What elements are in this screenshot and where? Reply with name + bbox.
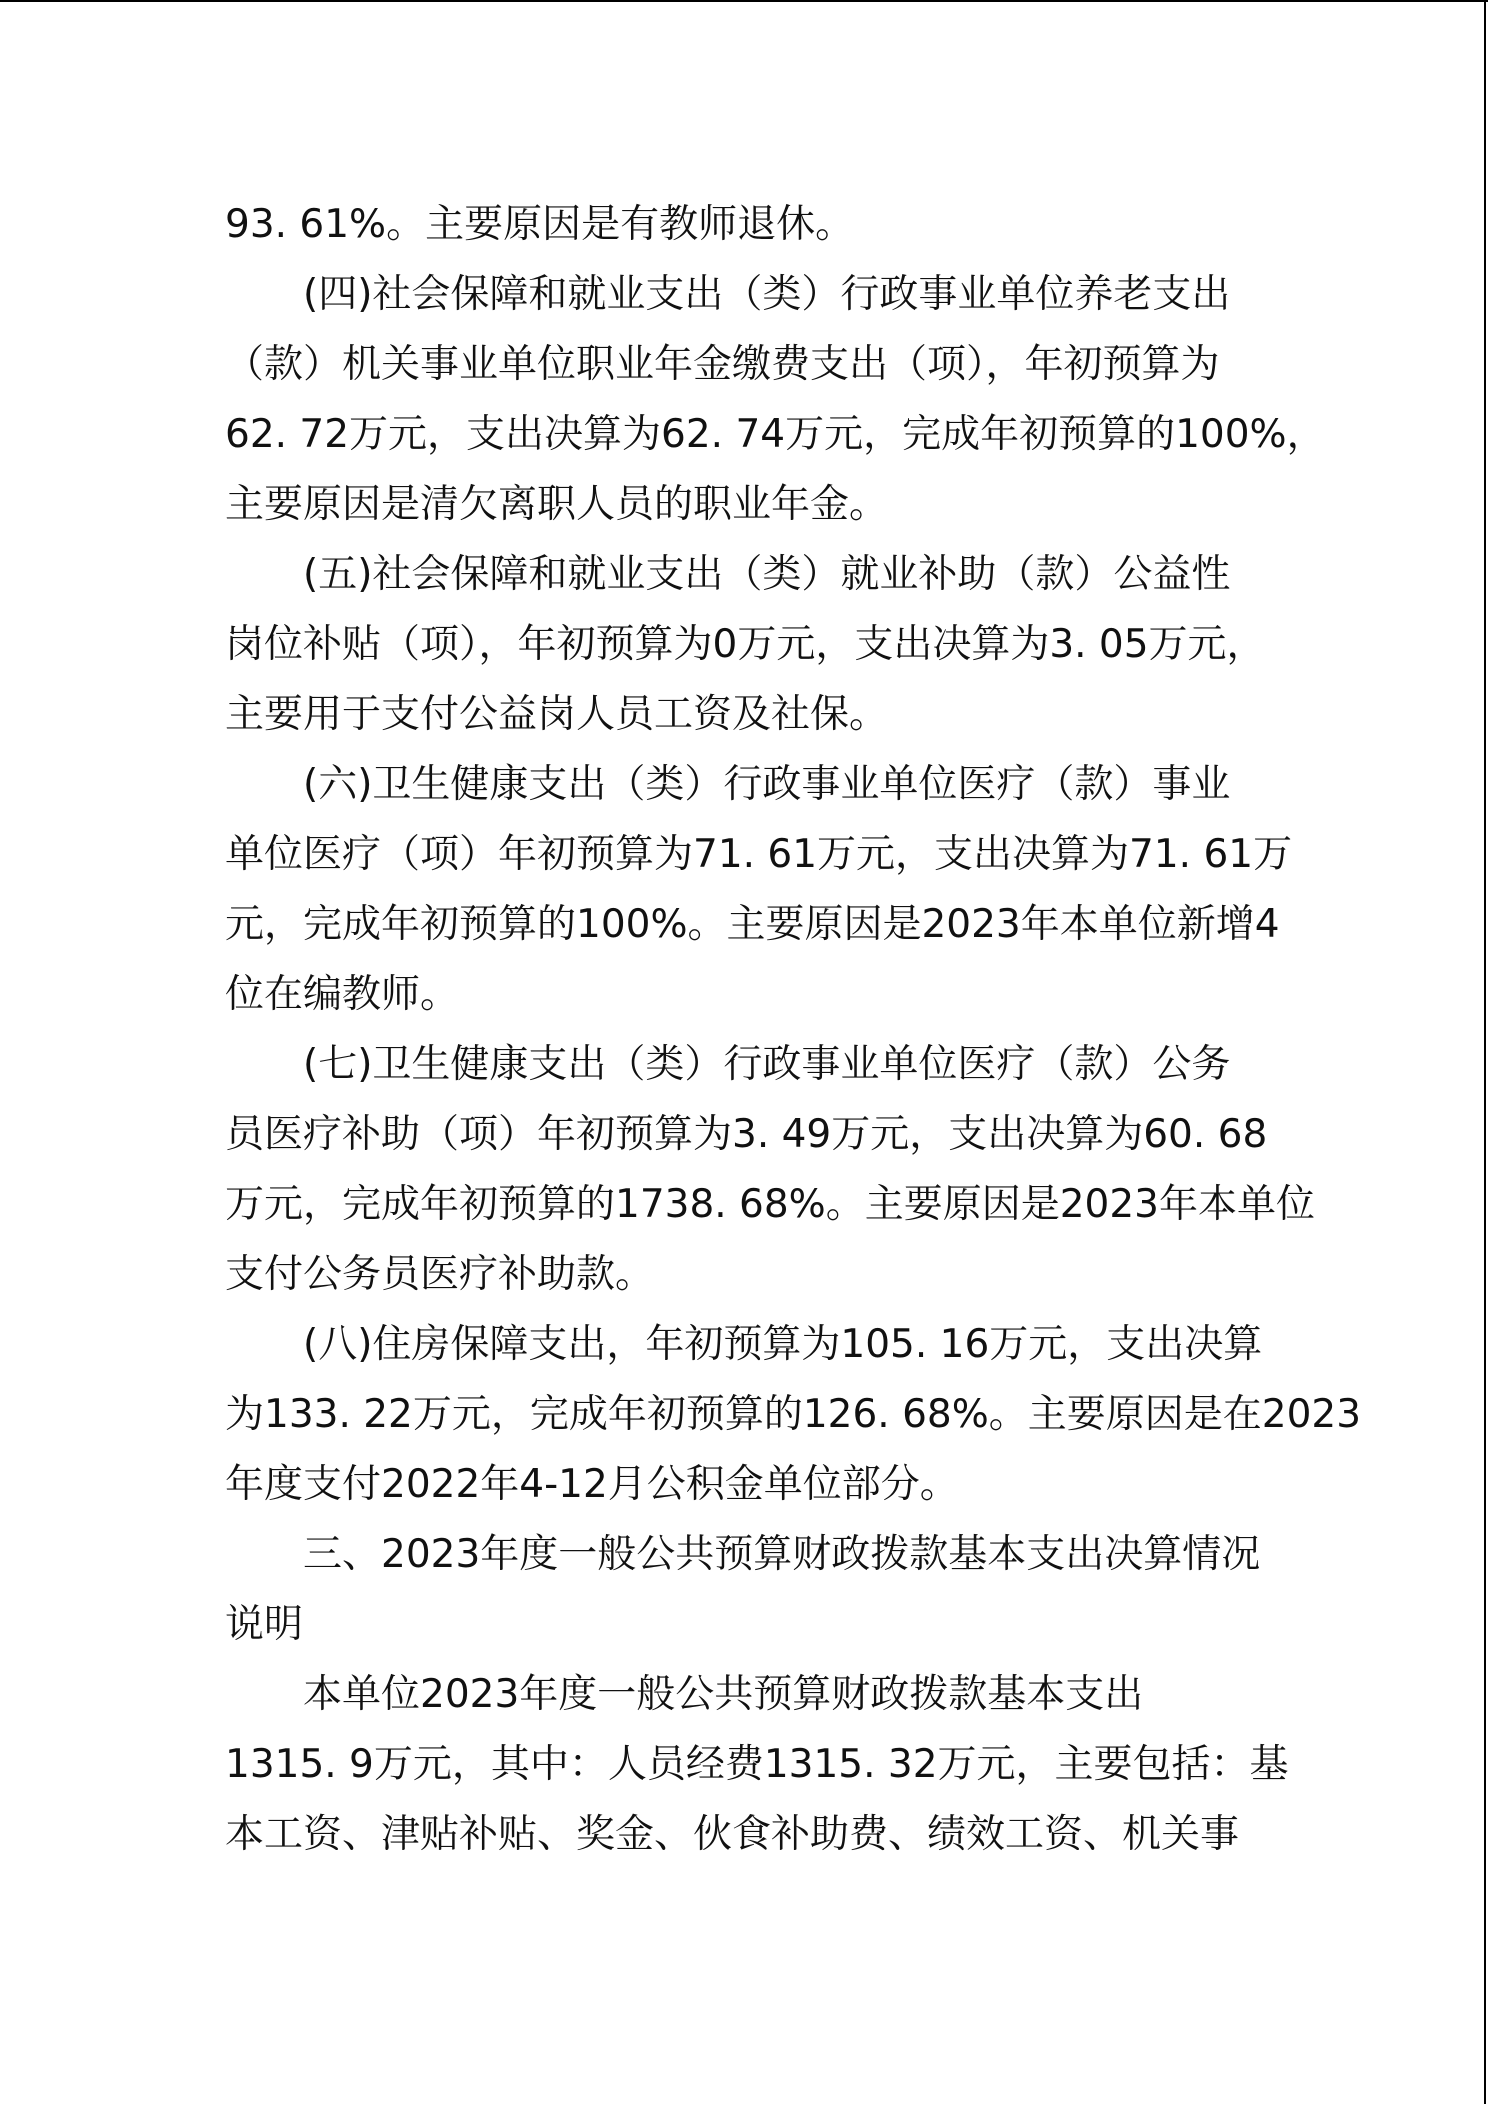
text-line: 支付公务员医疗补助款。 — [225, 1252, 655, 1297]
text-line: 主要用于支付公益岗人员工资及社保。 — [225, 692, 889, 737]
text-line: 为133. 22万元，完成年初预算的126. 68%。主要原因是在2023 — [225, 1392, 1362, 1437]
text-line: 岗位补贴（项），年初预算为0万元，支出决算为3. 05万元， — [225, 622, 1266, 667]
paragraph-heading-7: (七)卫生健康支出（类）行政事业单位医疗（款）公务 — [303, 1042, 1231, 1087]
text-line: 93. 61%。主要原因是有教师退休。 — [225, 202, 855, 247]
paragraph-heading-5: (五)社会保障和就业支出（类）就业补助（款）公益性 — [303, 552, 1231, 597]
text-line: （款）机关事业单位职业年金缴费支出（项），年初预算为 — [225, 342, 1220, 387]
text-line: 年度支付2022年4-12月公积金单位部分。 — [225, 1462, 959, 1507]
section-heading-continuation: 说明 — [225, 1602, 304, 1647]
text-line: 万元，完成年初预算的1738. 68%。主要原因是2023年本单位 — [225, 1182, 1315, 1227]
paragraph-heading-6: (六)卫生健康支出（类）行政事业单位医疗（款）事业 — [303, 762, 1231, 807]
page-border-right — [1484, 0, 1486, 2104]
paragraph-heading-4: (四)社会保障和就业支出（类）行政事业单位养老支出 — [303, 272, 1231, 317]
text-line: 员医疗补助（项）年初预算为3. 49万元，支出决算为60. 68 — [225, 1112, 1268, 1157]
text-line: 位在编教师。 — [225, 972, 460, 1017]
text-line: 本单位2023年度一般公共预算财政拨款基本支出 — [303, 1672, 1144, 1717]
page-border-top — [0, 0, 1488, 2]
text-line: 本工资、津贴补贴、奖金、伙食补助费、绩效工资、机关事 — [225, 1812, 1240, 1857]
text-line: 元，完成年初预算的100%。主要原因是2023年本单位新增4 — [225, 902, 1280, 947]
paragraph-heading-8: (八)住房保障支出，年初预算为105. 16万元，支出决算 — [303, 1322, 1263, 1367]
text-line: 1315. 9万元，其中：人员经费1315. 32万元，主要包括：基 — [225, 1742, 1289, 1787]
section-heading-3: 三、2023年度一般公共预算财政拨款基本支出决算情况 — [303, 1532, 1261, 1577]
text-line: 主要原因是清欠离职人员的职业年金。 — [225, 482, 889, 527]
text-line: 单位医疗（项）年初预算为71. 61万元，支出决算为71. 61万 — [225, 832, 1293, 877]
text-line: 62. 72万元，支出决算为62. 74万元，完成年初预算的100%， — [225, 412, 1326, 457]
